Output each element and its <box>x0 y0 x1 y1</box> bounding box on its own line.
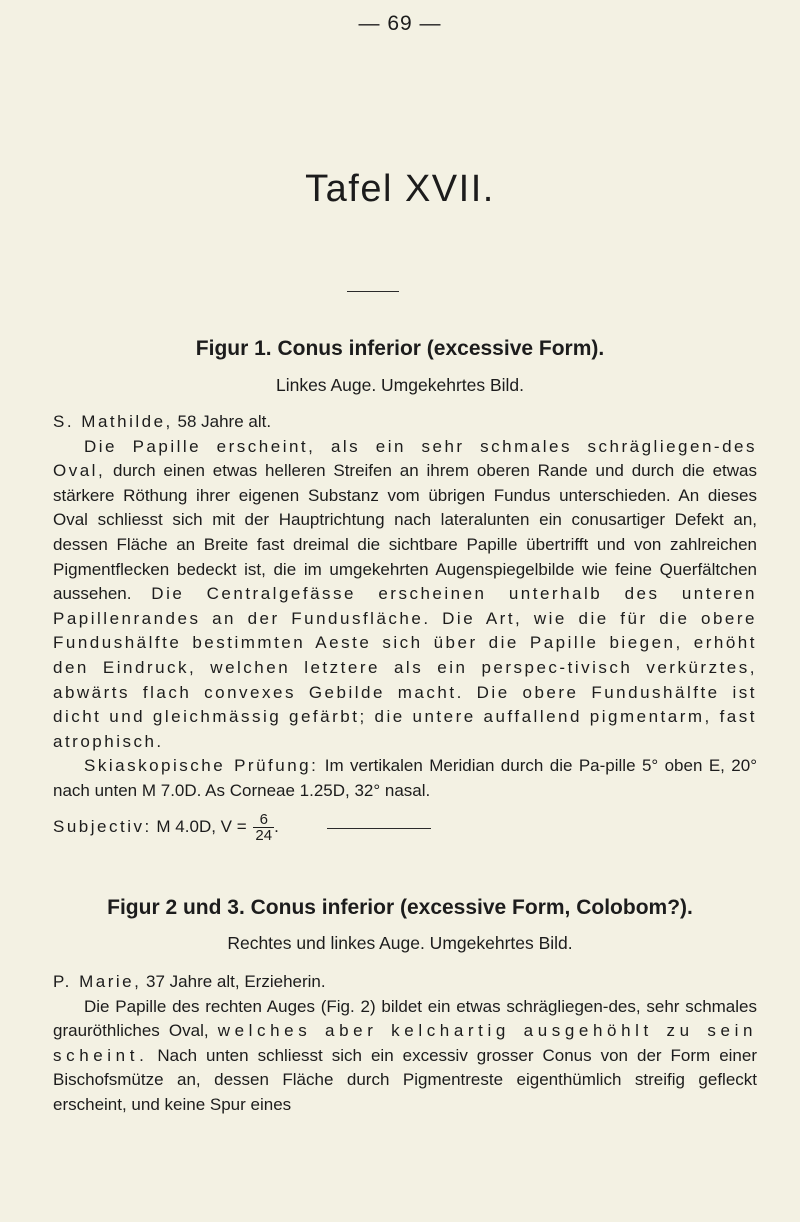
figure1-subjectiv-label: Subjectiv: <box>53 816 152 836</box>
figure2-paragraph-description <box>53 995 757 1118</box>
figure1-patient-line <box>53 410 757 435</box>
figure1-skiaskopie-text: Im vertikalen Meridian durch die Pa-pille 5° oben E, 20° nach unten M 7.0D. As Corneae 1.25D, 32° nasal. <box>53 756 758 800</box>
figure1-paragraph-description <box>53 435 757 755</box>
figure1-subheading: Linkes Auge. Umgekehrtes Bild. <box>275 375 525 395</box>
figure2-p1-normal-c: Nach unten schliesst sich ein excessiv grosser Conus von der Form einer Bischofsmütze an, dessen Fläche durch Pigmentreste eigenthümlich streifig gefleckt erscheint, und keine Spur eines <box>53 1045 757 1114</box>
figure1-patient-name: S. Mathilde, <box>53 412 173 431</box>
figure2-text <box>53 970 757 1118</box>
figure2-patient-info: 37 Jahre alt, Erzieherin. <box>141 972 326 991</box>
figure1-subjectiv-line <box>53 812 757 843</box>
figure2-patient-name: P. Marie, <box>53 972 142 991</box>
figure1-subjectiv-text: M 4.0D, V = <box>151 816 252 836</box>
figure2-p1-normal-a: Die Papille des rechten Auges (Fig. 2) bildet ein etwas schrägliegen-des, sehr schmales grauröthliches Oval, <box>53 996 757 1041</box>
figure1-heading: Figur 1. Conus inferior (excessive Form). <box>195 337 605 360</box>
figure1-subjectiv-end: . <box>274 816 279 836</box>
visus-denominator: 24 <box>255 826 273 844</box>
figure2-patient-line <box>53 970 757 995</box>
figure1-p1-normal: durch einen etwas helleren Streifen an ihrem oberen Rande und durch die etwas stärkere Röthung ihrer eigenen Substanz vom übrigen Fundus unterschieden. An dieses Oval schliesst sich mit der Hauptrichtung nach lateralunten ein conusartiger Defekt an, dessen Fläche an Breite fast dreimal die sichtbare Papille übertrifft und von zahlreichen Pigmentflecken bedeckt ist, die im umgekehrten Augenspiegelbilde wie feine Querfältchen aussehen. <box>53 461 757 604</box>
visus-fraction <box>253 812 274 843</box>
figure1-text <box>53 410 757 843</box>
figure1-skiaskopie-label: Skiaskopische Prüfung: <box>84 756 319 776</box>
title-divider <box>347 291 399 292</box>
plate-title: Tafel XVII. <box>305 168 495 210</box>
figure1-patient-info: 58 Jahre alt. <box>172 412 272 431</box>
figure1-p1-spaced-c: Die Centralgefässe erscheinen unterhalb des unteren Papillenrandes an der Fundusfläche. Die Art, wie die für die obere Fundushälfte bestimmten Aeste sich über die Papille biegen, erhöht den Eindruck, welchen letztere als ein perspec-tivisch verkürztes, abwärts flach convexes Gebilde macht. Die obere Fundushälfte ist dicht und gleichmässig gefärbt; die untere auffallend pigmentarm, fast atrophisch. <box>53 584 757 751</box>
figure1-p1-spaced-a: Die Papille erscheint, als ein sehr schmales schrägliegen-des Oval, <box>53 436 757 481</box>
figure2-p1-spaced: welches aber kelchartig ausgehöhlt zu sein scheint. <box>53 1021 758 1065</box>
figure2-subheading: Rechtes und linkes Auge. Umgekehrtes Bild. <box>227 933 573 953</box>
page-number: — 69 — <box>358 12 442 35</box>
visus-numerator: 6 <box>259 810 268 828</box>
section-divider <box>327 828 431 829</box>
figure2-heading: Figur 2 und 3. Conus inferior (excessive Form, Colobom?). <box>107 896 693 919</box>
figure1-paragraph-skiaskopie <box>53 754 757 803</box>
